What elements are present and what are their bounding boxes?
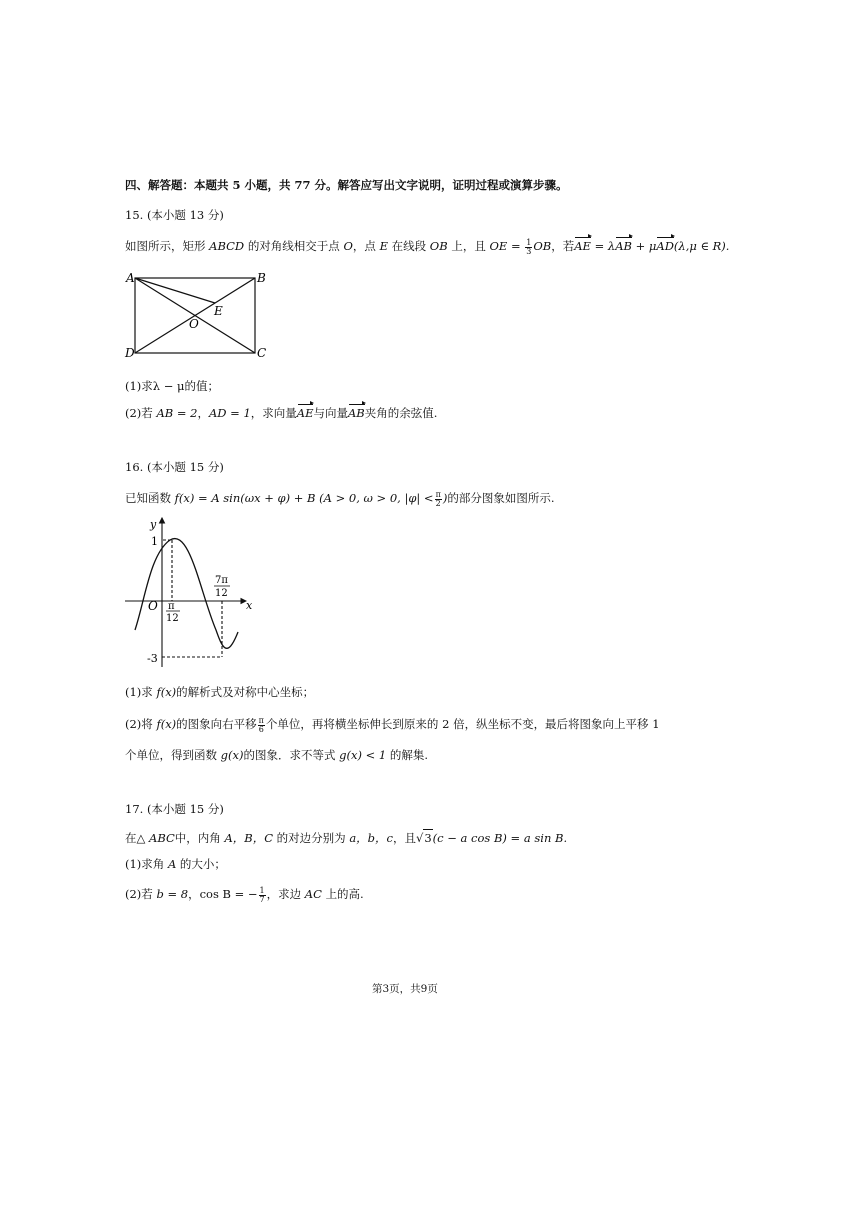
- q17-part1: [125, 856, 226, 872]
- q15-ob2: OB: [533, 239, 552, 253]
- q16-part2-d: 个单位，得到函数: [125, 748, 217, 762]
- section-heading: 四、解答题：本题共 5 小题，共 77 分。解答应写出文字说明，证明过程或演算步骤。: [125, 178, 568, 192]
- tick-7pi12-den: 12: [215, 588, 228, 599]
- q17-part2-den: 7: [259, 894, 265, 904]
- q15-fraction: [525, 239, 532, 256]
- q15-part2: [125, 405, 437, 421]
- q16-fx: f(x) = A sin(ωx + φ) + B: [174, 491, 316, 505]
- q15-cond: (λ,μ ∈ R).: [673, 239, 730, 253]
- q15-stem-text-a: 如图所示，矩形: [125, 239, 206, 253]
- q17-part2-a: (2)若: [125, 887, 153, 901]
- q16-part2-gx: g(x): [220, 748, 244, 762]
- q16-part2-line2: [125, 747, 428, 763]
- q17-sides: a，b，c: [349, 831, 393, 845]
- q16-cond-b: ): [442, 491, 448, 505]
- q17-angles: A，B，C: [224, 831, 274, 845]
- q15-part2-a: (2)若: [125, 406, 153, 420]
- q15-oe: OE: [489, 239, 508, 253]
- q15-part1: (1)求λ − μ的值；: [125, 379, 219, 393]
- q15-part2-ab: AB = 2: [156, 406, 198, 420]
- q16-part1-b: 的解析式及对称中心坐标；: [176, 685, 315, 699]
- q16-part1-fx: f(x): [156, 685, 177, 699]
- tick-pi12-den: 12: [166, 613, 179, 624]
- q15-stem-text-d: 在线段: [391, 239, 427, 253]
- q17-part2-frac: [259, 887, 266, 904]
- label-d: D: [125, 346, 135, 360]
- q16-part2-line1: [125, 716, 660, 734]
- q17-part2-ac: AC: [304, 887, 322, 901]
- q17-part1-a: (1)求角: [125, 857, 165, 871]
- q15-abcd: ABCD: [209, 239, 245, 253]
- q15-part2-vec-ae: AE: [296, 406, 314, 420]
- q15-header: 15. (本小题 13 分): [125, 208, 224, 222]
- q16-part2-fx: f(x): [156, 717, 177, 731]
- q16-part2-b: 的图象向右平移: [176, 717, 257, 731]
- q16-cond-a: (A > 0, ω > 0, |φ| <: [319, 491, 434, 505]
- q15-part2-d: 夹角的余弦值.: [364, 406, 438, 420]
- q16-part2-den: 6: [258, 724, 264, 734]
- label-e: E: [214, 304, 223, 318]
- q15-vec-ab: AB: [615, 239, 632, 253]
- q15-frac-num: 1: [526, 237, 532, 247]
- q17-stem-b: 中，内角: [174, 831, 221, 845]
- q15-vec-ad: AD: [656, 239, 674, 253]
- axis-label-y: y: [150, 518, 157, 531]
- axis-label-x: x: [246, 599, 253, 612]
- q16-part2-num: π: [258, 715, 264, 725]
- q15-o: O: [343, 239, 353, 253]
- tick-7pi12-num: 7π: [215, 575, 228, 586]
- q17-stem-a: 在△: [125, 831, 146, 845]
- q16-header: 16. (本小题 15 分): [125, 460, 224, 474]
- q16-part2-c: 个单位，再将横坐标伸长到原来的 2 倍，纵坐标不变，最后将图象向上平移 1: [265, 717, 660, 731]
- q15-stem-text-f: ，若: [551, 239, 575, 253]
- q15-part2-vec-ab: AB: [347, 406, 365, 420]
- q16-part1-a: (1)求: [125, 685, 153, 699]
- q16-cond-frac: [435, 491, 442, 508]
- q15-part2-sep: ，: [197, 406, 209, 420]
- page-footer: 第3页，共9页: [372, 983, 438, 995]
- q16-stem: [125, 490, 555, 508]
- q17-stem: 在△ ABC中，内角 A，B，C 的对边分别为 a，b，c，且√3(c − a cos B) = a sin B.: [125, 831, 568, 845]
- q17-stem-d: ，且: [393, 831, 416, 845]
- q17-part2-c: ，求边: [266, 887, 302, 901]
- q15-stem-text-e: 上，且: [451, 239, 486, 253]
- tick-label-1: 1: [151, 535, 158, 548]
- q15-ob: OB: [429, 239, 448, 253]
- q15-plus-mu: + μ: [631, 239, 657, 253]
- label-c: C: [257, 346, 267, 360]
- q16-part2-a: (2)将: [125, 717, 153, 731]
- q15-vec-ae: AE: [574, 239, 591, 253]
- q16-stem-b: 的部分图象如图所示.: [447, 491, 555, 505]
- q16-stem-a: 已知函数: [125, 491, 171, 505]
- q15-eq-lambda: = λ: [590, 239, 616, 253]
- q17-part2-num: 1: [259, 885, 265, 895]
- q15-part2-b: ，求向量: [250, 406, 297, 420]
- label-a: A: [126, 271, 135, 285]
- q15-part2-ad: AD = 1: [208, 406, 251, 420]
- origin-label: O: [148, 599, 158, 613]
- q17-part2-b8: b = 8: [156, 887, 189, 901]
- q17-part2-d: 上的高.: [325, 887, 364, 901]
- q17-part1-A: A: [167, 857, 177, 871]
- q17-part2-sep: ，cos B = −: [188, 887, 258, 901]
- q17-abc: ABC: [149, 831, 175, 845]
- segment-ae: [135, 278, 215, 303]
- tick-label-neg3: -3: [147, 652, 158, 665]
- q17-part1-b: 的大小；: [179, 857, 226, 871]
- q17-sqrt3: 3: [424, 831, 432, 845]
- q16-part1: [125, 684, 314, 700]
- tick-pi12-num: π: [168, 601, 175, 612]
- q15-stem: [125, 238, 729, 256]
- q15-frac-den: 3: [526, 246, 532, 256]
- q17-stem-c: 的对边分别为: [276, 831, 346, 845]
- q15-stem-text-b: 的对角线相交于点: [247, 239, 340, 253]
- q16-part2-e: 的图象．求不等式: [243, 748, 336, 762]
- q17-header: 17. (本小题 15 分): [125, 802, 224, 816]
- q15-eq: =: [507, 239, 525, 253]
- q15-rectangle-figure: [118, 268, 278, 368]
- q15-e: E: [379, 239, 388, 253]
- q16-part2-ineq: g(x) < 1: [339, 748, 387, 762]
- q15-stem-text-c: ，点: [352, 239, 376, 253]
- q16-graph: [120, 512, 260, 672]
- label-o: O: [189, 317, 199, 331]
- q17-eq-body: (c − a cos B) = a sin B.: [432, 831, 568, 845]
- q16-part2-f: 的解集.: [389, 748, 429, 762]
- q16-part2-frac: [258, 717, 265, 734]
- q17-part2: [125, 886, 364, 904]
- q15-part2-c: 与向量: [313, 406, 348, 420]
- label-b: B: [257, 271, 266, 285]
- q16-cond-den: 2: [435, 498, 441, 508]
- q16-cond-num: π: [435, 489, 441, 499]
